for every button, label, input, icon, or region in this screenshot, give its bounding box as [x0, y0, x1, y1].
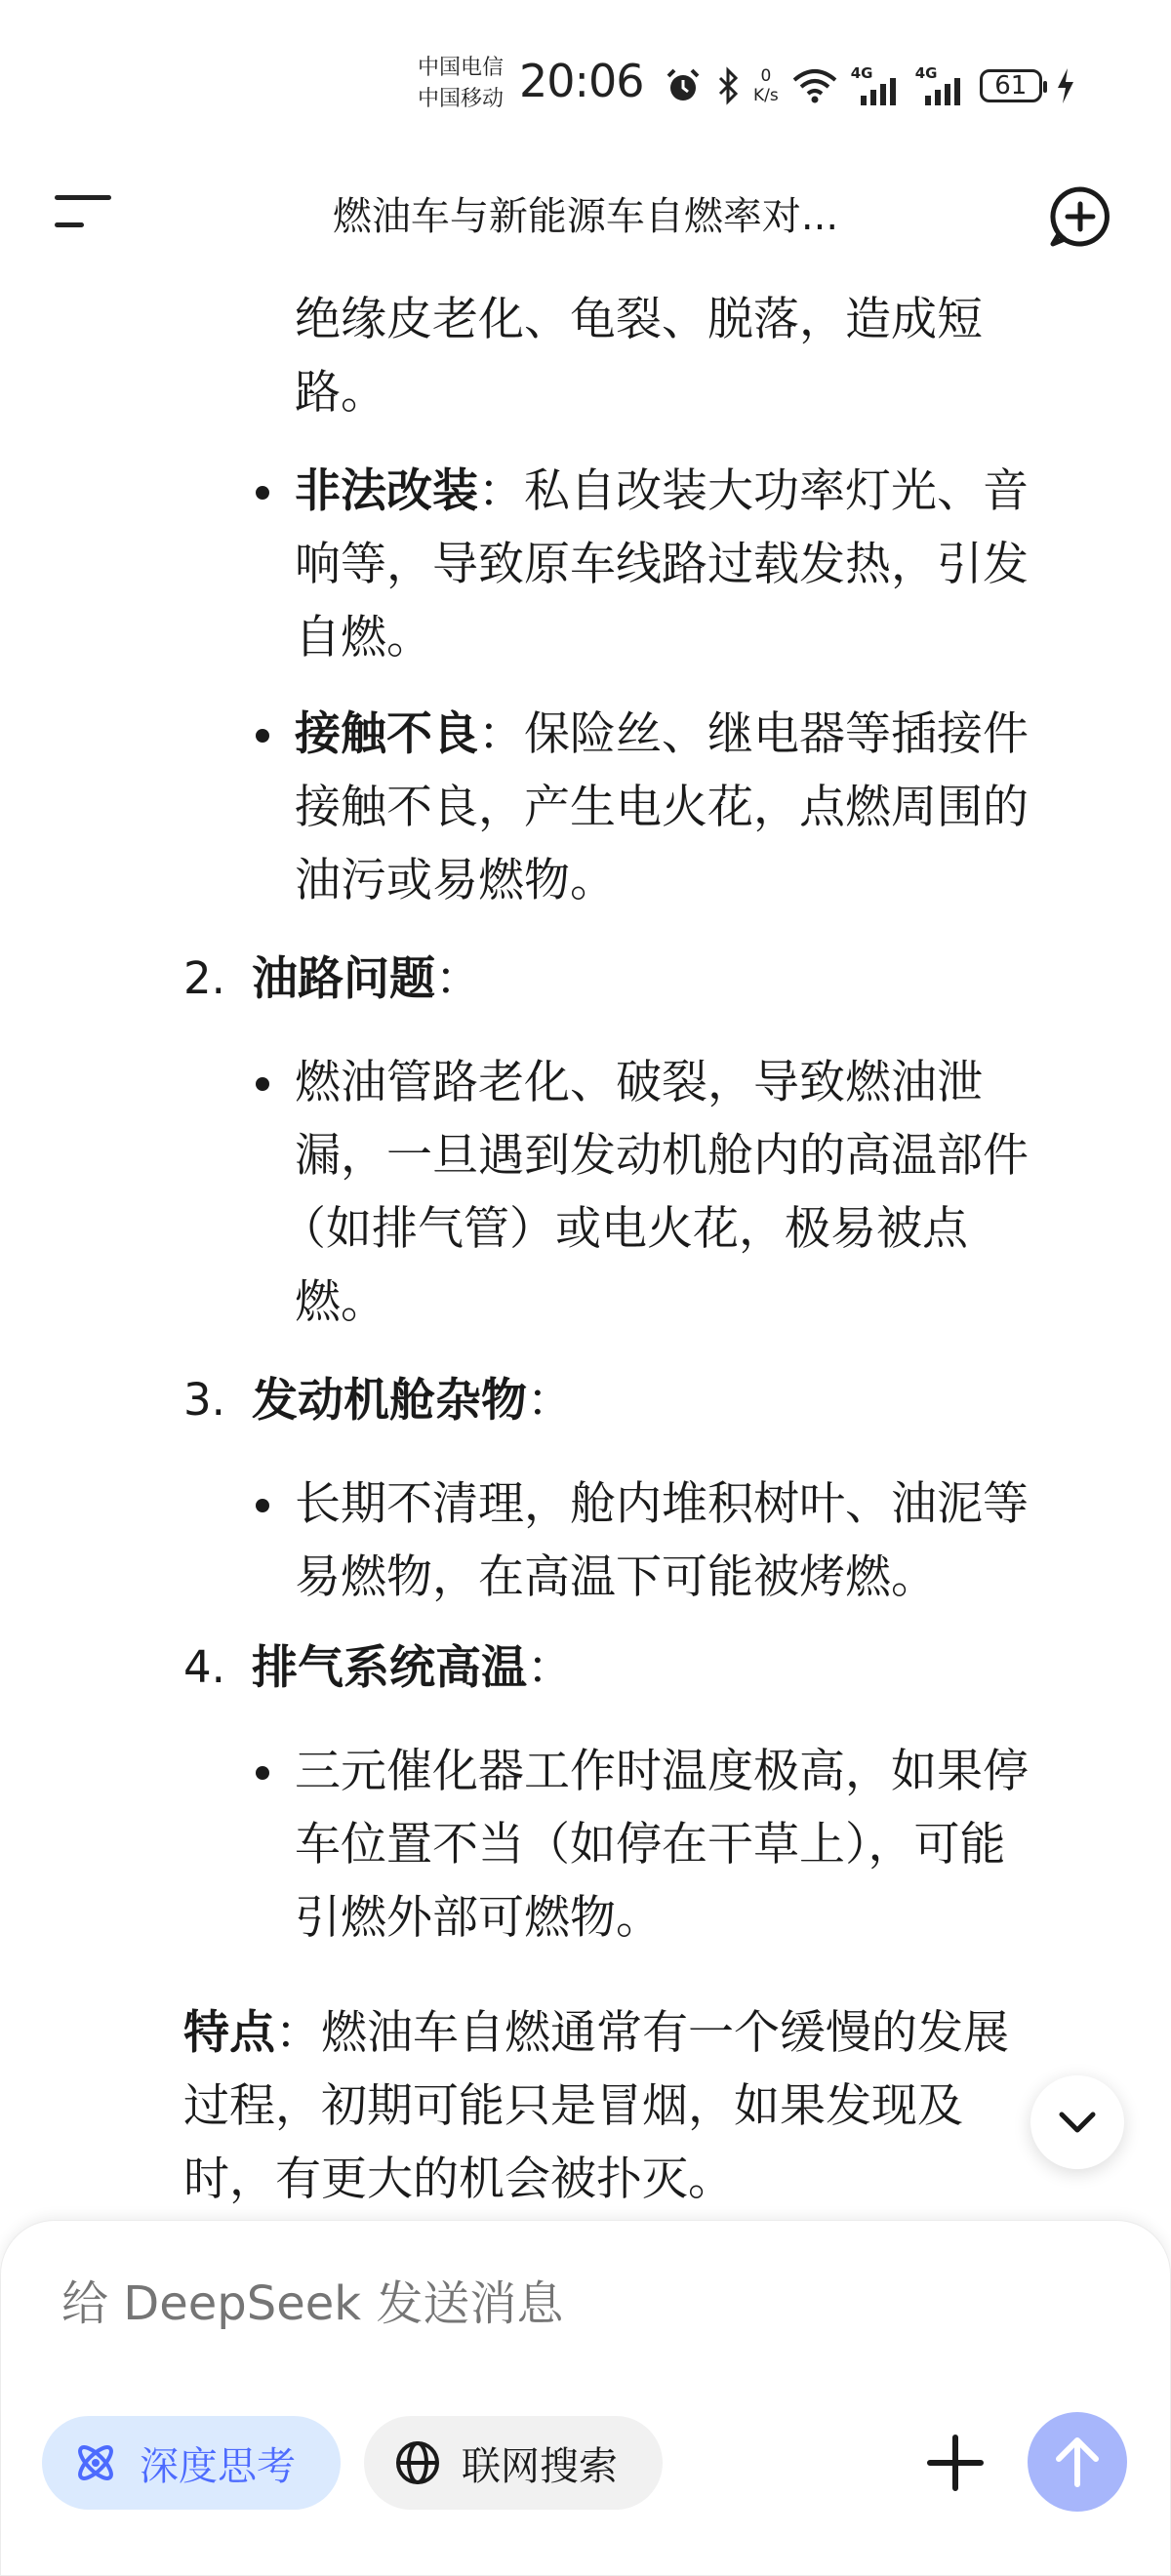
signal-icon-1 [851, 66, 902, 105]
chat-header [0, 156, 1171, 273]
chevron-down-icon [1058, 2110, 1097, 2135]
feature-text: ：燃油车自燃通常有一个缓慢的发展 [275, 2006, 1009, 2060]
list-item [295, 698, 1029, 771]
net-speed-value: 0 [760, 66, 772, 86]
numbered-title: 油路问题 [252, 952, 435, 1006]
network-type-1: 4G [850, 64, 873, 82]
web-search-label: 联网搜索 [462, 2443, 618, 2489]
numbered-item [252, 943, 481, 1016]
bluetooth-icon [716, 66, 740, 105]
signal-bars-icon [859, 76, 902, 105]
menu-icon [55, 195, 111, 200]
deep-think-label: 深度思考 [140, 2443, 296, 2489]
clock: 20:06 [519, 55, 644, 107]
text-line: 燃油管路老化、破裂，导致燃油泄 [295, 1056, 983, 1109]
battery-icon [980, 69, 1042, 102]
text-line: 长期不清理，舱内堆积树叶、油泥等 [295, 1477, 1029, 1531]
colon: ： [527, 1641, 573, 1695]
text-line: 路。 [295, 366, 386, 420]
numbered-item [252, 1631, 573, 1705]
colon: ： [527, 1374, 573, 1428]
text-line: 漏，一旦遇到发动机舱内的高温部件 [295, 1129, 1029, 1183]
bullet-dot [256, 1077, 269, 1091]
list-number: 3. [183, 1374, 225, 1426]
status-icons [664, 59, 1075, 113]
text-line: 油污或易燃物。 [295, 854, 616, 907]
text-line: 自燃。 [295, 611, 432, 664]
message-composer [0, 2220, 1171, 2576]
text-line: 过程，初期可能只是冒烟，如果发现及 [183, 2079, 963, 2133]
numbered-title: 发动机舱杂物 [252, 1374, 527, 1428]
list-number: 2. [183, 952, 225, 1004]
text-line: 三元催化器工作时温度极高，如果停 [295, 1745, 1029, 1798]
scroll-to-bottom-button[interactable] [1030, 2075, 1124, 2169]
net-speed-unit: K/s [753, 86, 779, 105]
new-chat-icon[interactable] [1049, 185, 1111, 248]
list-number: 4. [183, 1641, 225, 1693]
deep-think-toggle[interactable] [42, 2416, 341, 2510]
text-line: 绝缘皮老化、龟裂、脱落，造成短 [295, 293, 983, 346]
feature-title: 特点 [183, 2006, 275, 2060]
carrier-info [418, 53, 504, 115]
menu-button[interactable] [55, 195, 113, 234]
network-type-2: 4G [914, 64, 938, 82]
bullet-dot [256, 729, 269, 743]
bullet-dot [256, 486, 269, 500]
signal-icon-2 [915, 66, 966, 105]
bullet-text: ：保险丝、继电器等插接件 [478, 707, 1029, 761]
menu-icon-bar [55, 222, 84, 227]
battery-level: 61 [994, 71, 1028, 101]
signal-bars-icon [923, 76, 966, 105]
alarm-icon [664, 66, 703, 105]
text-line: 引燃外部可燃物。 [295, 1891, 662, 1945]
bullet-title: 非法改装 [295, 464, 478, 518]
text-line: 接触不良，产生电火花，点燃周围的 [295, 781, 1029, 834]
bullet-dot [256, 1766, 269, 1780]
colon: ： [435, 952, 481, 1006]
send-button[interactable] [1028, 2412, 1127, 2512]
net-speed [753, 66, 779, 105]
text-line: 车位置不当（如停在干草上），可能 [295, 1818, 1006, 1872]
charging-icon [1056, 66, 1075, 105]
globe-icon [393, 2438, 442, 2487]
wifi-icon [792, 68, 837, 103]
text-line: 易燃物，在高温下可能被烤燃。 [295, 1550, 937, 1604]
message-input[interactable] [61, 2270, 1037, 2338]
list-item [295, 455, 1029, 528]
status-bar [0, 0, 1171, 156]
plus-icon[interactable] [924, 2432, 987, 2494]
bullet-title: 接触不良 [295, 707, 478, 761]
text-line: 响等，导致原车线路过载发热，引发 [295, 538, 1029, 591]
text-line: 燃。 [295, 1275, 386, 1329]
arrow-up-icon [1053, 2435, 1102, 2488]
bullet-dot [256, 1499, 269, 1512]
carrier-1: 中国电信 [418, 56, 505, 80]
atom-icon [71, 2438, 120, 2487]
carrier-2: 中国移动 [418, 87, 505, 111]
numbered-item [252, 1364, 573, 1437]
bullet-text: ：私自改装大功率灯光、音 [478, 464, 1029, 518]
web-search-toggle[interactable] [364, 2416, 663, 2510]
text-line: （如排气管）或电火花，极易被点 [280, 1202, 968, 1256]
message-content [0, 273, 1171, 2225]
feature-paragraph [183, 1996, 1009, 2070]
numbered-title: 排气系统高温 [252, 1641, 527, 1695]
conversation-title[interactable]: 燃油车与新能源车自燃率对... [332, 194, 839, 239]
text-line: 时，有更大的机会被扑灭。 [183, 2153, 734, 2206]
